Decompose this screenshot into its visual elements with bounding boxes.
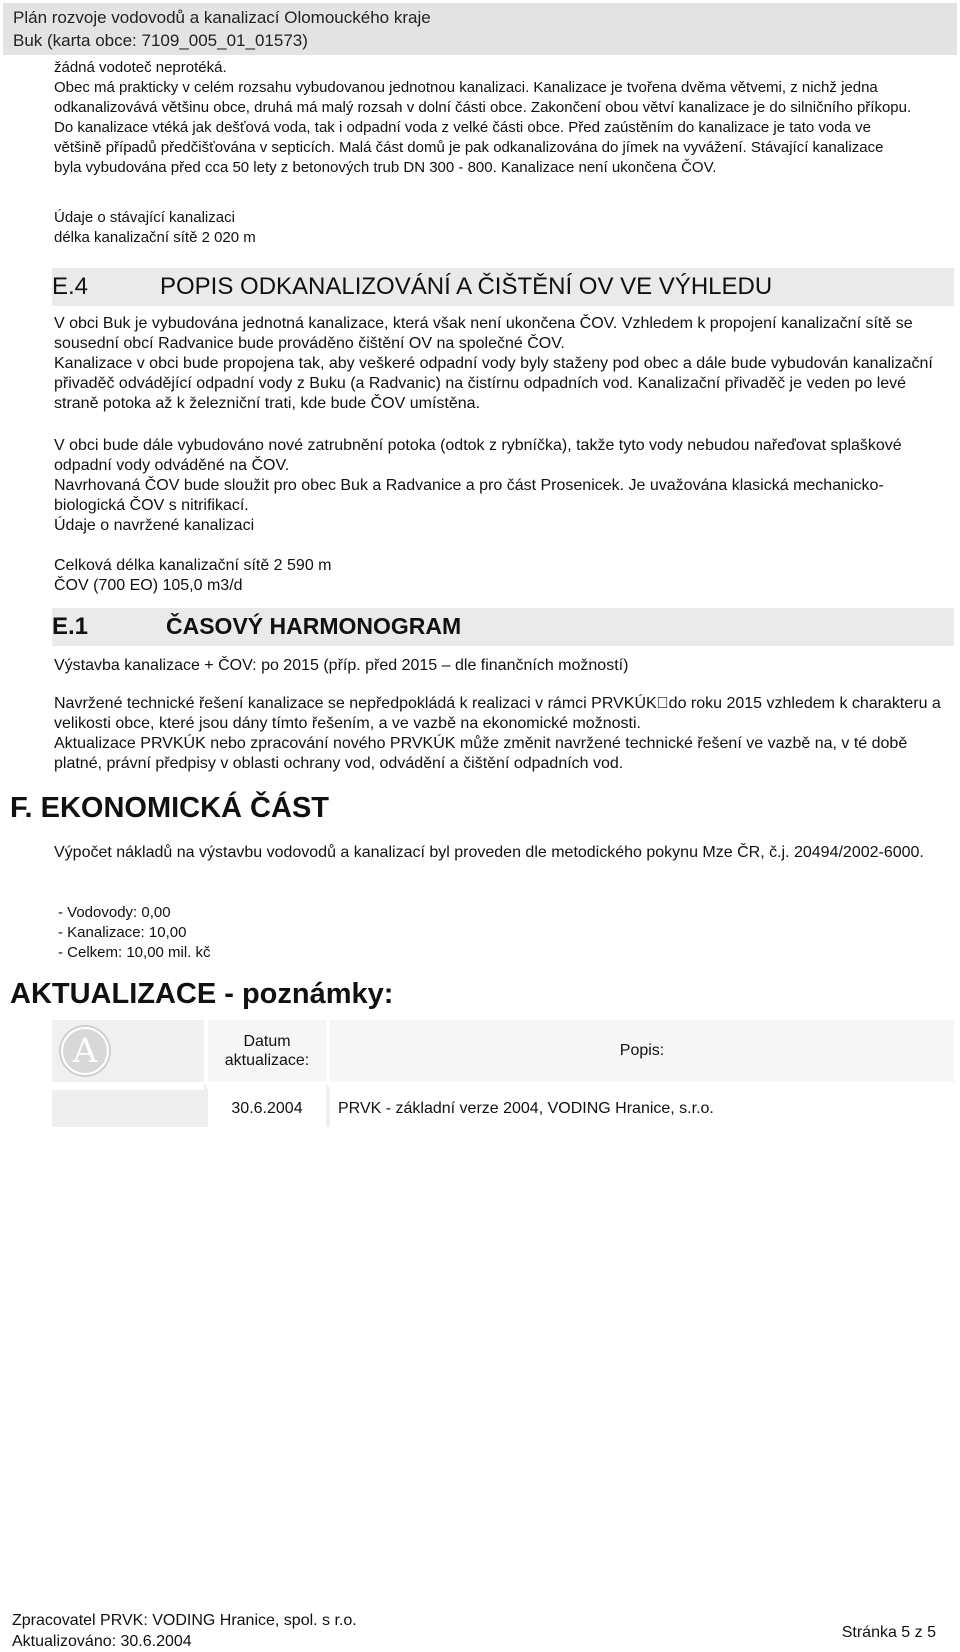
- wwtp-capacity: ČOV (700 EO) 105,0 m3/d: [54, 577, 243, 594]
- section-f-title: F. EKONOMICKÁ ČÁST: [10, 792, 329, 824]
- cost-item-total: - Celkem: 10,00 mil. kč: [58, 944, 211, 961]
- e4-paragraph-1: V obci Buk je vybudována jednotná kanalizace, která však není ukončena ČOV. Vzhledem k propojení kanalizační sítě se sousední obcí Radvanice bude prováděno čištění OV na společné ČOV.: [54, 315, 913, 352]
- f-paragraph: Výpočet nákladů na výstavbu vodovodů a kanalizací byl proveden dle metodického pokynu Mze ČR, č.j. 20494/2002-6000.: [54, 844, 924, 861]
- section-number: E.4: [52, 273, 89, 300]
- document-header: [3, 3, 957, 55]
- footer-author: Zpracovatel PRVK: VODING Hranice, spol. s r.o.: [12, 1612, 357, 1629]
- footer-updated: Aktualizováno: 30.6.2004: [12, 1633, 192, 1650]
- section-title: POPIS ODKANALIZOVÁNÍ A ČIŠTĚNÍ OV VE VÝHLEDU: [160, 273, 773, 300]
- table-row: [52, 1082, 954, 1127]
- section-e1-heading: [52, 608, 954, 646]
- updates-table: [52, 1020, 954, 1127]
- section-number: E.1: [52, 613, 89, 640]
- update-description: PRVK - základní verze 2004, VODING Hranice, s.r.o.: [326, 1082, 954, 1127]
- column-header-date: Datum aktualizace:: [204, 1020, 326, 1082]
- update-date: 30.6.2004: [204, 1082, 326, 1127]
- e1-paragraph-2: Navržené technické řešení kanalizace se nepředpokládá k realizaci v rámci PRVKÚK do roku 2015 vzhledem k charakteru a velikosti obce, které jsou dány tímto řešením, a ve vazbě na ekonomické možnosti.: [54, 695, 941, 732]
- header-subtitle: Buk (karta obce: 7109_005_01_01573): [13, 31, 308, 50]
- designed-sewer-length: Celková délka kanalizační sítě 2 590 m: [54, 557, 332, 574]
- cost-item-water: - Vodovody: 0,00: [58, 904, 171, 921]
- existing-sewer-label: Údaje o stávající kanalizaci: [54, 209, 235, 226]
- footer-page-number: Stránka 5 z 5: [841, 1624, 936, 1641]
- existing-sewer-length: délka kanalizační sítě 2 020 m: [54, 229, 256, 246]
- e4-paragraph-2: Kanalizace v obci bude propojena tak, aby veškeré odpadní vody byly staženy pod obec a dále bude vybudován kanalizační přivaděč odvádějící odpadní vody z Buku (a Radvanic) na čistírnu odpadních vod. Kanalizační přivaděč je veden po levé straně potoka až k železniční trati, kde bude ČOV umístěna.: [54, 355, 933, 412]
- e4-paragraph-3: V obci bude dále vybudováno nové zatrubnění potoka (odtok z rybníčka), takže tyto vody nebudou nařeďovat splaškové odpadní vody odváděné na ČOV.: [54, 437, 902, 474]
- updates-badge-cell: [52, 1020, 204, 1082]
- cost-item-sewer: - Kanalizace: 10,00: [58, 924, 187, 941]
- header-title: Plán rozvoje vodovodů a kanalizací Olomouckého kraje: [13, 8, 431, 27]
- e1-paragraph-3: Aktualizace PRVKÚK nebo zpracování nového PRVKÚK může změnit navržené technické řešení ve vazbě na, v té době platné, právní předpisy v oblasti ochrany vod, odvádění a čištění odpadních vod.: [54, 735, 908, 772]
- designed-sewer-label: Údaje o navržené kanalizaci: [54, 517, 255, 534]
- e1-paragraph-1: Výstavba kanalizace + ČOV: po 2015 (příp. před 2015 – dle finančních možností): [54, 657, 629, 674]
- section-e4-heading: [52, 268, 954, 306]
- intro-line: žádná vodoteč neprotéká.: [54, 59, 227, 76]
- e4-paragraph-4: Navrhovaná ČOV bude sloužit pro obec Buk a Radvanice a pro část Prosenicek. Je uvažována klasická mechanicko-biologická ČOV s nitrifikací.: [54, 477, 884, 514]
- updates-title: AKTUALIZACE - poznámky:: [10, 978, 394, 1010]
- intro-paragraph: Obec má prakticky v celém rozsahu vybudovanou jednotnou kanalizaci. Kanalizace je tvořena dvěma větvemi, z nichž jedna odkanalizovává většinu obce, druhá má malý rozsah v dolní části obce. Zakončení obou větví kanalizace je do silničního příkopu. Do kanalizace vtéká jak dešťová voda, tak i odpadní voda z velké části obce. Před zaústěním do kanalizace je tato voda ve většině případů předčišťována v septicích. Malá část domů je pak odkanalizována do jímek na vyvážení. Stávající kanalizace byla vybudována před cca 50 lety z betonových trub DN 300 - 800. Kanalizace není ukončena ČOV.: [54, 79, 912, 176]
- row-spacer: [52, 1082, 204, 1127]
- update-badge-icon: A: [61, 1027, 109, 1075]
- cost-list: [58, 903, 211, 963]
- section-title: ČASOVÝ HARMONOGRAM: [166, 613, 462, 639]
- column-header-description: Popis:: [326, 1020, 954, 1082]
